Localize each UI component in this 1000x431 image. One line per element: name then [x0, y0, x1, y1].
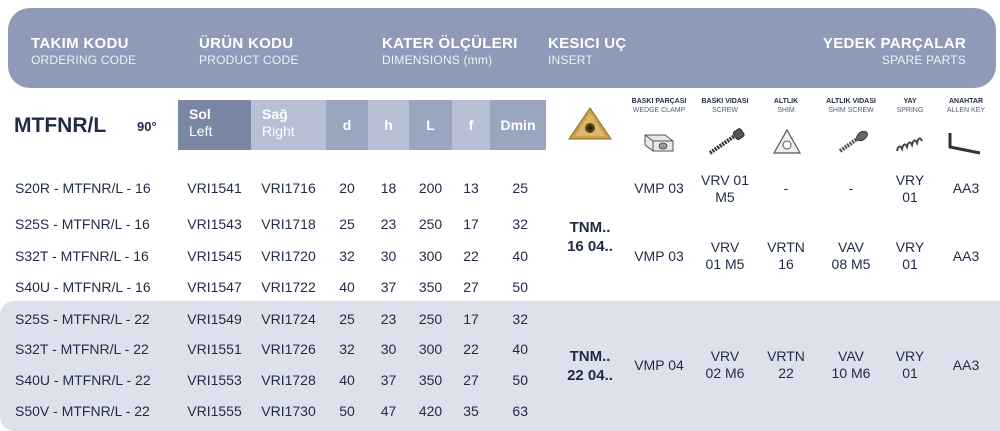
row-dmin: 25 — [512, 180, 528, 196]
row-h: 30 — [380, 248, 397, 264]
model-title: MTFNR/L — [14, 114, 107, 137]
row-d: 20 — [339, 180, 355, 196]
row-left: VRI1553 — [187, 372, 242, 388]
spring-icon — [893, 127, 927, 157]
shim-screw-icon — [834, 127, 870, 157]
col-header-f: f — [452, 100, 490, 150]
spare-header-screw: BASKI VIDASI SCREW — [701, 98, 749, 114]
spare-clamp: VMP 03 — [634, 180, 684, 196]
spare-shim-screw: - — [848, 180, 854, 196]
row-dmin: 40 — [512, 248, 528, 264]
row-left: VRI1551 — [187, 341, 242, 357]
row-code: S25S - MTFNR/L - 22 — [15, 311, 150, 327]
spare-spring: VRY 01 — [895, 239, 925, 272]
row-d: 32 — [339, 248, 355, 264]
spare-header-allen-key: ANAHTAR ALLEN KEY — [946, 98, 986, 114]
row-f: 22 — [463, 248, 479, 264]
row-right: VRI1716 — [261, 180, 316, 196]
row-left: VRI1549 — [187, 311, 242, 327]
row-f: 27 — [463, 279, 479, 295]
spare-header-spring: YAY SPRING — [896, 98, 924, 114]
spare-shim: VRTN 22 — [767, 348, 805, 381]
spare-spring: VRY 01 — [895, 348, 925, 381]
col-header-L: L — [409, 100, 452, 150]
spare-screw: VRV 01 M5 — [705, 239, 745, 272]
row-code: S50V - MTFNR/L - 22 — [15, 403, 150, 419]
header-dimensions: KATER ÖLÇÜLERI DIMENSIONS (mm) — [382, 35, 518, 67]
spare-screw: VRV 01 M5 — [701, 172, 749, 205]
spare-clamp: VMP 04 — [634, 357, 684, 373]
insert-code-16: TNM.. 16 04.. — [567, 219, 613, 255]
col-header-dmin: Dmin — [490, 100, 546, 150]
row-L: 350 — [418, 279, 443, 295]
header-insert: KESICI UÇ INSERT — [548, 35, 627, 67]
model-angle: 90° — [137, 119, 157, 134]
row-left: VRI1543 — [187, 216, 242, 232]
row-h: 18 — [380, 180, 397, 196]
row-dmin: 32 — [512, 311, 528, 327]
insert-code-22: TNM.. 22 04.. — [567, 348, 613, 384]
allen-key-icon — [946, 127, 986, 157]
row-L: 250 — [418, 216, 443, 232]
row-dmin: 50 — [512, 279, 528, 295]
row-dmin: 63 — [512, 403, 528, 419]
row-left: VRI1547 — [187, 279, 242, 295]
header-spare-parts: YEDEK PARÇALAR SPARE PARTS — [822, 35, 966, 67]
row-d: 25 — [339, 216, 355, 232]
row-dmin: 32 — [512, 216, 528, 232]
header-product-code: ÜRÜN KODU PRODUCT CODE — [199, 35, 299, 67]
spare-shim: VRTN 16 — [767, 239, 805, 272]
row-code: S32T - MTFNR/L - 22 — [15, 341, 149, 357]
row-code: S25S - MTFNR/L - 16 — [15, 216, 150, 232]
row-f: 35 — [463, 403, 479, 419]
shim-icon — [772, 127, 802, 157]
row-right: VRI1722 — [261, 279, 316, 295]
row-h: 23 — [380, 216, 397, 232]
row-code: S32T - MTFNR/L - 16 — [15, 248, 149, 264]
spare-key: AA3 — [952, 248, 980, 264]
row-h: 47 — [380, 403, 397, 419]
col-header-h: h — [368, 100, 409, 150]
spare-shim-screw: VAV 10 M6 — [831, 348, 871, 381]
spare-header-wedge-clamp: BASKI PARÇASI WEDGE CLAMP — [631, 98, 687, 114]
row-f: 13 — [463, 180, 479, 196]
row-L: 350 — [418, 372, 443, 388]
row-left: VRI1541 — [187, 180, 242, 196]
row-d: 25 — [339, 311, 355, 327]
row-L: 300 — [418, 248, 443, 264]
spare-screw: VRV 02 M6 — [705, 348, 745, 381]
header-ordering-code: TAKIM KODU ORDERING CODE — [31, 35, 137, 67]
row-d: 40 — [339, 372, 355, 388]
spare-clamp: VMP 03 — [634, 248, 684, 264]
row-code: S40U - MTFNR/L - 22 — [15, 372, 151, 388]
row-h: 30 — [380, 341, 397, 357]
row-code: S20R - MTFNR/L - 16 — [15, 180, 151, 196]
col-header-left: Sol Left — [178, 100, 251, 150]
spare-key: AA3 — [952, 180, 980, 196]
row-right: VRI1730 — [261, 403, 316, 419]
row-L: 420 — [418, 403, 443, 419]
row-L: 200 — [418, 180, 443, 196]
row-right: VRI1724 — [261, 311, 316, 327]
row-h: 23 — [380, 311, 397, 327]
row-right: VRI1718 — [261, 216, 316, 232]
row-f: 17 — [463, 216, 479, 232]
row-h: 37 — [380, 372, 397, 388]
row-left: VRI1555 — [187, 403, 242, 419]
spare-shim: - — [783, 180, 789, 196]
spare-header-shim: ALTLIK SHIM — [773, 98, 799, 114]
spare-spring: VRY 01 — [895, 172, 925, 205]
row-h: 37 — [380, 279, 397, 295]
row-right: VRI1726 — [261, 341, 316, 357]
row-f: 22 — [463, 341, 479, 357]
row-L: 250 — [418, 311, 443, 327]
row-L: 300 — [418, 341, 443, 357]
row-f: 17 — [463, 311, 479, 327]
row-f: 27 — [463, 372, 479, 388]
row-d: 40 — [339, 279, 355, 295]
spare-header-shim-screw: ALTLIK VIDASI SHIM SCREW — [826, 98, 876, 114]
spare-key: AA3 — [952, 357, 980, 373]
col-header-d: d — [326, 100, 368, 150]
row-code: S40U - MTFNR/L - 16 — [15, 279, 151, 295]
row-left: VRI1545 — [187, 248, 242, 264]
row-right: VRI1728 — [261, 372, 316, 388]
wedge-clamp-icon — [641, 127, 677, 157]
row-dmin: 50 — [512, 372, 528, 388]
header-bar — [8, 8, 996, 88]
screw-icon — [704, 127, 746, 157]
row-d: 32 — [339, 341, 355, 357]
row-right: VRI1720 — [261, 248, 316, 264]
row-dmin: 40 — [512, 341, 528, 357]
spare-shim-screw: VAV 08 M5 — [831, 239, 871, 272]
row-d: 50 — [339, 403, 355, 419]
insert-triangle-icon — [567, 106, 613, 142]
col-header-right: Sağ Right — [251, 100, 326, 150]
